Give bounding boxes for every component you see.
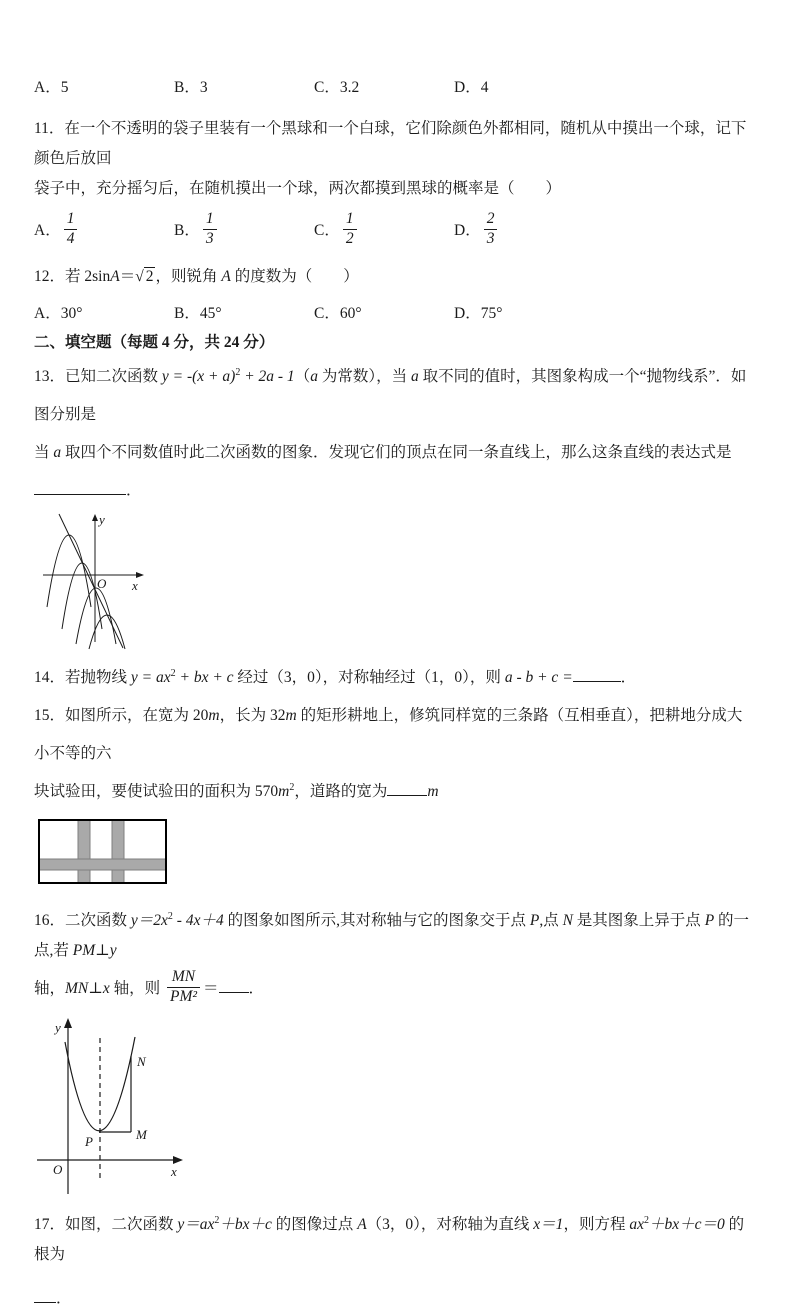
text-segment: ，则方程 xyxy=(563,1216,630,1233)
fraction-numerator: MN xyxy=(167,968,200,988)
text-segment: B． xyxy=(174,222,200,239)
text-segment: 的矩形耕地上，修筑同样宽的三条路（互相垂直），把耕地分成大小不等的六 xyxy=(34,707,743,762)
text-segment: 取四个不同数值时此二次函数的图象．发现它们的顶点在同一条直线上，那么这条直线的表达式是 xyxy=(61,444,732,461)
fraction-numerator: 1 xyxy=(343,210,357,230)
q11-option-c xyxy=(314,209,454,250)
text-segment: 是其图象上异于点 xyxy=(572,912,705,929)
text-segment: 的图象如图所示,其对称轴与它的图象交于点 xyxy=(223,912,530,929)
text-segment: 12．若 2sin xyxy=(34,268,111,285)
fraction-denominator: PM² xyxy=(170,987,198,1005)
math-segment: m xyxy=(208,707,220,724)
text-segment: 袋子中，充分摇匀后，在随机摸出一个球，两次都摸到黑球的概率是（ ） xyxy=(34,180,562,197)
vertical-road-2 xyxy=(112,820,124,883)
q10-option-c: C．3.2 xyxy=(314,79,360,96)
math-segment: A xyxy=(110,268,120,285)
text-segment: 的根为 xyxy=(34,1216,745,1263)
math-segment: - 4x＋4 xyxy=(172,912,224,929)
question-15-line-1 xyxy=(34,697,754,773)
q12-option-a: A．30° xyxy=(34,305,83,322)
math-segment: ax xyxy=(629,1216,644,1233)
math-segment: a xyxy=(410,368,419,385)
fraction-numerator: 1 xyxy=(203,210,217,230)
math-segment: A xyxy=(357,1216,367,1233)
fraction xyxy=(167,968,200,1006)
text-segment: ，则锐角 xyxy=(155,268,222,285)
question-11 xyxy=(34,114,754,204)
q10-options-row xyxy=(34,78,754,98)
math-segment: P xyxy=(529,912,540,929)
text-segment: A． xyxy=(34,222,61,239)
math-segment: y＝ax xyxy=(177,1216,215,1233)
text-segment: 轴，则 xyxy=(109,980,164,997)
q16-graph xyxy=(22,1014,212,1199)
math-segment: y xyxy=(109,942,117,959)
superscript: 2 xyxy=(170,667,176,679)
field-border xyxy=(39,820,166,883)
answer-blank xyxy=(34,479,126,495)
text-segment: 13．已知二次函数 xyxy=(34,368,162,385)
q10-option-d: D．4 xyxy=(454,79,489,96)
q16-parabola-figure xyxy=(22,1014,754,1204)
text-segment: ． xyxy=(126,482,142,499)
text-segment: 经过（3，0），对称轴经过（1，0），则 xyxy=(233,669,505,686)
answer-blank xyxy=(34,1287,56,1303)
text-segment: 取不同的值时，其图象构成一个“抛物线系”．如图分别是 xyxy=(34,368,747,423)
q12-option-b: B．45° xyxy=(174,305,222,322)
point-M-label: M xyxy=(136,1127,147,1142)
text-segment: ． xyxy=(248,980,265,997)
math-segment: x xyxy=(102,980,110,997)
question-13 xyxy=(34,358,754,510)
math-segment: a - b + c = xyxy=(504,669,573,686)
text-segment: ⊥ xyxy=(88,980,103,997)
radicand: 2 xyxy=(145,268,154,285)
text-segment: ，长为 32 xyxy=(219,707,286,724)
question-16-line-2 xyxy=(34,966,754,1012)
text-segment: ,点 xyxy=(539,912,563,929)
horizontal-road xyxy=(39,859,166,870)
answer-blank xyxy=(387,780,427,796)
fraction xyxy=(343,210,357,248)
parabola-4 xyxy=(89,615,125,649)
answer-blank xyxy=(573,666,621,682)
y-axis-label: y xyxy=(55,1020,61,1035)
math-segment: ＋bx＋c xyxy=(219,1216,272,1233)
text-segment: （ xyxy=(294,368,311,385)
superscript: 2 xyxy=(167,910,173,922)
question-17-line-1 xyxy=(34,1210,754,1270)
section-2-title: 二、填空题（每题 4 分，共 24 分） xyxy=(34,334,275,351)
parabola-1 xyxy=(47,535,91,607)
vertex-line xyxy=(59,514,123,648)
math-segment: y＝2x xyxy=(130,912,168,929)
x-axis-label: x xyxy=(171,1164,177,1179)
math-segment: + bx + c xyxy=(175,669,234,686)
q15-field-diagram xyxy=(38,819,168,885)
fraction xyxy=(484,210,498,248)
q11-option-a xyxy=(34,209,174,250)
fraction-numerator: 1 xyxy=(64,210,78,230)
math-segment: a xyxy=(310,368,318,385)
point-P-label: P xyxy=(85,1134,93,1149)
math-segment: ＋bx＋c＝0 xyxy=(648,1216,725,1233)
text-segment: ，道路的宽为 xyxy=(294,783,388,800)
parabola-2 xyxy=(62,563,102,629)
q12-options-row xyxy=(34,304,754,324)
q13-graph xyxy=(40,512,190,652)
text-segment: （3，0），对称轴为直线 xyxy=(366,1216,534,1233)
fraction-denominator: 2 xyxy=(345,229,354,247)
math-segment: N xyxy=(562,912,573,929)
fraction-numerator: 2 xyxy=(484,210,498,230)
vertical-road-1 xyxy=(78,820,90,883)
question-11-line-2 xyxy=(34,174,754,204)
math-segment: m xyxy=(278,783,290,800)
math-segment: m xyxy=(285,707,297,724)
text-segment: C． xyxy=(314,222,340,239)
text-segment: 的度数为（ ） xyxy=(230,268,359,285)
q15-field-figure xyxy=(38,819,754,890)
text-segment: D． xyxy=(454,222,481,239)
question-16-line-1 xyxy=(34,906,754,966)
superscript: 2 xyxy=(214,1214,220,1226)
text-segment: 当 xyxy=(34,444,54,461)
math-segment: y = ax xyxy=(130,669,171,686)
text-segment: ＝ xyxy=(119,268,136,285)
text-segment: 14．若抛物线 xyxy=(34,669,131,686)
text-segment: ． xyxy=(620,669,637,686)
question-13-line-1 xyxy=(34,358,754,434)
text-segment: 15．如图所示，在宽为 20 xyxy=(34,707,209,724)
question-16 xyxy=(34,906,754,1012)
answer-blank xyxy=(219,977,249,993)
superscript: 2 xyxy=(235,366,241,378)
text-segment: 轴， xyxy=(34,980,66,997)
q11-option-b xyxy=(174,209,314,250)
math-segment: y = -(x + a) xyxy=(161,368,236,385)
question-12 xyxy=(34,262,754,292)
text-segment: ⊥ xyxy=(95,942,110,959)
x-axis-arrow-icon xyxy=(173,1156,183,1164)
superscript: 2 xyxy=(643,1214,649,1226)
fraction-denominator: 4 xyxy=(66,229,75,247)
text-segment: 的图像过点 xyxy=(271,1216,358,1233)
q13-parabola-family-figure xyxy=(40,512,754,657)
math-segment: m xyxy=(427,783,439,800)
fraction xyxy=(203,210,217,248)
question-15-line-2 xyxy=(34,773,754,811)
y-axis-label: y xyxy=(99,512,105,527)
math-segment: PM xyxy=(72,942,96,959)
question-17 xyxy=(34,1210,754,1314)
superscript: 2 xyxy=(289,781,295,793)
math-segment: + 2a - 1 xyxy=(240,368,295,385)
question-15 xyxy=(34,697,754,811)
question-11-line-1 xyxy=(34,114,754,174)
q10-option-b: B．3 xyxy=(174,79,208,96)
q10-option-a: A．5 xyxy=(34,79,69,96)
fraction xyxy=(64,210,78,248)
question-14 xyxy=(34,663,754,693)
fraction-denominator: 3 xyxy=(486,229,495,247)
radical-sign: √ xyxy=(135,268,144,285)
text-segment: ＝ xyxy=(203,980,219,997)
square-root xyxy=(135,262,155,292)
q11-option-d xyxy=(454,209,594,250)
y-axis-arrow-icon xyxy=(92,514,98,521)
question-14-text xyxy=(34,663,754,693)
math-segment: MN xyxy=(65,980,89,997)
text-segment: 为常数），当 xyxy=(317,368,411,385)
point-N-label: N xyxy=(137,1054,146,1069)
math-segment: x＝1 xyxy=(533,1216,564,1233)
q12-option-d: D．75° xyxy=(454,305,503,322)
text-segment: 的一点,若 xyxy=(34,912,750,959)
text-segment: 11．在一个不透明的袋子里装有一个黑球和一个白球，它们除颜色外都相同，随机从中摸出一个球，记下颜色后放回 xyxy=(34,120,747,167)
origin-label: O xyxy=(97,576,107,591)
origin-label: O xyxy=(53,1162,63,1177)
text-segment: 块试验田，要使试验田的面积为 570 xyxy=(34,783,279,800)
math-segment: P xyxy=(704,912,715,929)
q12-option-c: C．60° xyxy=(314,305,362,322)
text-segment: ． xyxy=(56,1290,72,1307)
math-segment: a xyxy=(53,444,62,461)
math-segment: A xyxy=(221,268,231,285)
question-13-line-2 xyxy=(34,434,754,510)
text-segment: 16．二次函数 xyxy=(34,912,131,929)
q11-options-row xyxy=(34,208,754,254)
question-17-line-2 xyxy=(34,1284,754,1314)
fraction-denominator: 3 xyxy=(205,229,214,247)
x-axis-label: x xyxy=(132,578,138,593)
text-segment: 17．如图，二次函数 xyxy=(34,1216,178,1233)
question-12-text xyxy=(34,262,754,292)
y-axis-arrow-icon xyxy=(64,1018,72,1028)
